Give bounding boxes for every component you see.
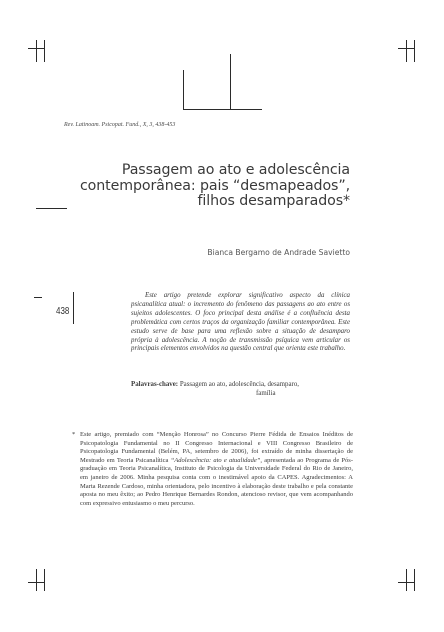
page-number: 438 — [56, 306, 70, 317]
title-line-1: Passagem ao ato e adolescência — [121, 162, 350, 178]
keywords — [131, 381, 350, 399]
crop-mark-bottom-left-horizontal — [28, 582, 45, 583]
footnote-text-part2: , apresentada ao Programa de Pós-graduação em Teoria Psicanalítica, Instituto de Psicologia da Universidade Federal do Rio de Janeiro, em janeiro de 2006. Minha pesquisa conta com o inestimável apoio da CAPES. Agradecimentos: A Marta Rezende Cardoso, minha orientadora, pelo incentivo à elaboração deste trabalho e pela constante aposta no meu êxito; ao Pedro Henrique Bernardes Rondon, atencioso revisor, que vem acompanhando com expressivo entusiasmo o meu percurso. — [80, 456, 353, 507]
footnote-marker: * — [72, 431, 76, 438]
crop-mark-top-left-vertical-2 — [44, 40, 45, 62]
crop-mark-bottom-left-vertical — [36, 569, 37, 591]
crop-mark-top-left-vertical — [36, 40, 37, 62]
crop-mark-top-right-vertical — [406, 40, 407, 62]
journal-reference: Rev. Latinoam. Psicopat. Fund., X, 3, 438-453 — [64, 122, 176, 128]
crop-mark-top-right-vertical-2 — [414, 40, 415, 62]
title-line-2: contemporânea: pais “desmapeados”, — [79, 177, 350, 194]
crop-mark-top-left-horizontal — [28, 48, 45, 49]
article-title — [50, 163, 350, 210]
keywords-text: Passagem ao ato, adolescência, desamparo, — [179, 381, 300, 388]
header-rule-vertical-left — [183, 70, 184, 110]
abstract — [131, 292, 350, 354]
crop-mark-bottom-left-vertical-2 — [44, 569, 45, 591]
crop-mark-top-right-horizontal — [398, 48, 415, 49]
author-name: Bianca Bergamo de Andrade Savietto — [207, 248, 350, 257]
crop-mark-bottom-right-horizontal — [398, 582, 415, 583]
keywords-line — [131, 381, 350, 390]
footnote-text-part1: Este artigo, premiado com “Menção Honrosa” no Concurso Pierre Fédida de Ensaios Inéditos de Psicopatologia Fundamental no II Congresso Internacional e VIII Congresso Brasileiro de Psicopatologia Fundamental (Belém, PA, setembro de 2006), foi extraído de minha dissertação de Mestrado em Teoria Psicanalítica — [80, 431, 353, 464]
footnote — [72, 431, 353, 508]
crop-mark-bottom-right-vertical — [406, 569, 407, 591]
keywords-label: Palavras-chave: — [131, 381, 179, 388]
footnote-text-italic: “Adolescência: ato e atualidade” — [170, 456, 261, 464]
left-margin-tick — [34, 297, 42, 298]
crop-mark-bottom-right-vertical-2 — [414, 569, 415, 591]
title-line-3: filhos desamparados* — [197, 193, 350, 209]
header-rule-vertical-right — [230, 54, 231, 110]
abstract-text: Este artigo pretende explorar significativo aspecto da clínica psicanalítica atual: o incremento do fenômeno das passagens ao ato entre os sujeitos adolescentes. O foco principal desta análise é a confluência desta problemática com certos traços da organização familiar contemporânea. Este estudo serve de base para uma reflexão sobre a situação de desamparo própria à adolescência. A noção de transmissão psíquica vem articular os principais elementos envolvidos na questão central que orienta este trabalho. — [131, 292, 350, 353]
header-rule-horizontal — [183, 109, 262, 110]
keywords-text-continued: família — [256, 389, 276, 397]
page-number-rule — [73, 292, 74, 324]
